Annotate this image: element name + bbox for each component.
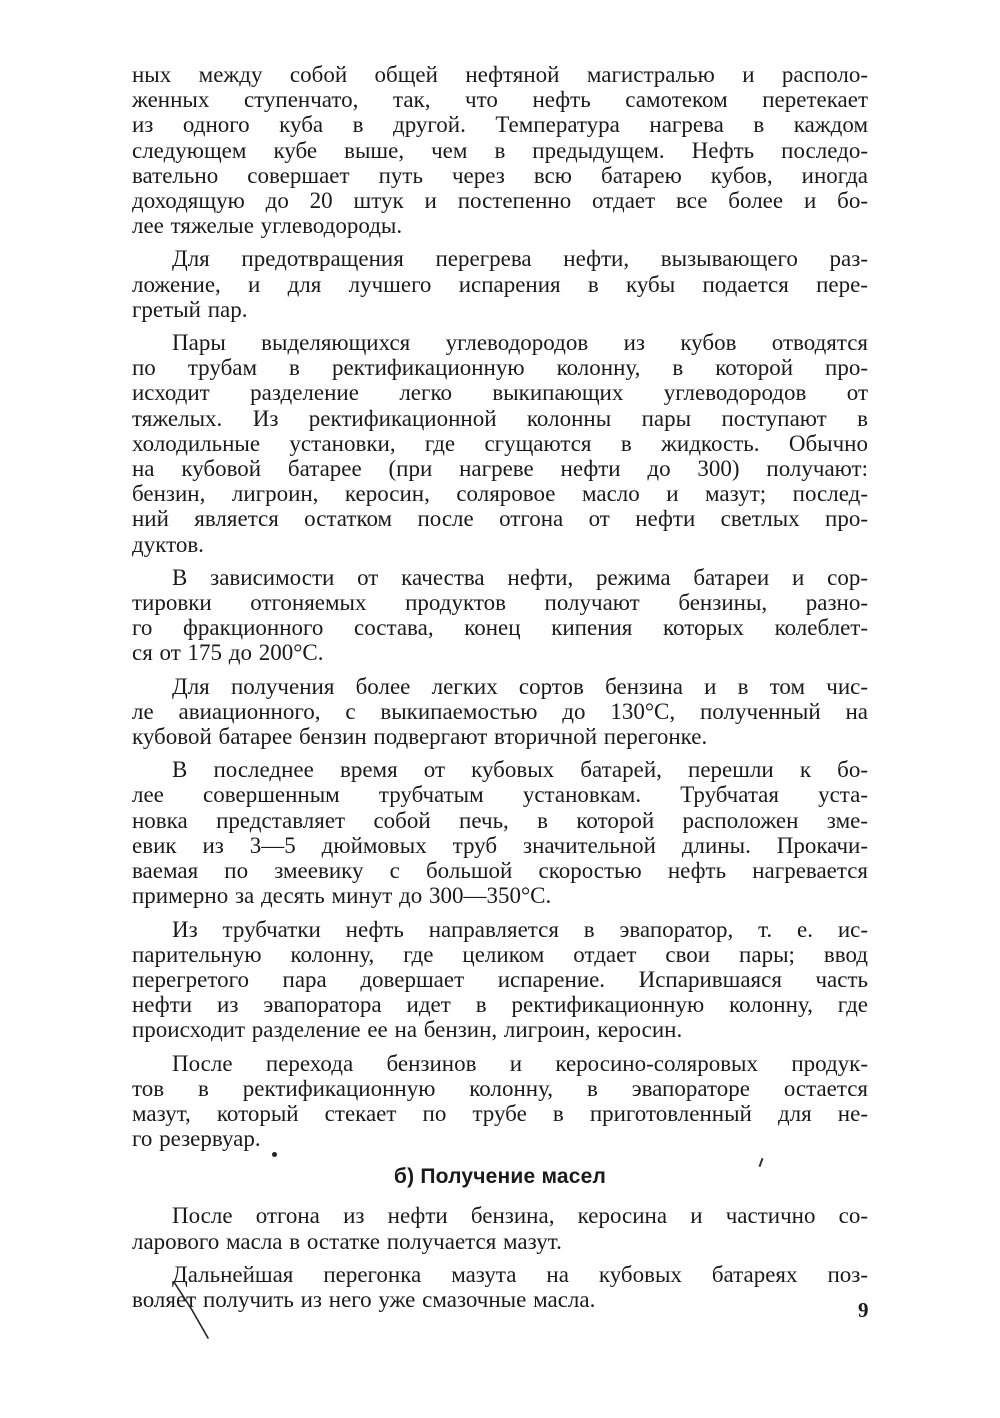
text-line: евик из 3—5 дюймовых труб значительной длины. Прокачи-	[132, 832, 868, 858]
text-line: лее совершенным трубчатым установкам. Трубчатая уста-	[132, 782, 868, 808]
text-line: ний является остатком после отгона от нефти светлых про-	[132, 506, 868, 532]
text-line: вательно совершает путь через всю батарею кубов, иногда	[132, 162, 868, 188]
text-line: новка представляет собой печь, в которой расположен зме-	[132, 807, 868, 833]
paragraph	[132, 565, 868, 666]
text-line: ложение, и для лучшего испарения в кубы подается пере-	[132, 271, 868, 297]
section-heading: б) Получение масел	[393, 1165, 607, 1189]
text-line: парительную колонну, где целиком отдает свои пары; ввод	[132, 941, 868, 967]
text-line: го резервуар.	[132, 1126, 261, 1152]
paragraph	[132, 1203, 868, 1253]
text-line: воляет получить из него уже смазочные масла.	[132, 1286, 596, 1312]
text-line: женных ступенчато, так, что нефть самотеком перетекает	[132, 87, 868, 113]
paragraph	[132, 1262, 868, 1312]
text-line: После перехода бензинов и керосино-соляровых продук-	[172, 1050, 868, 1076]
page-number: 9	[858, 1298, 869, 1322]
text-line: происходит разделение ее на бензин, лигроин, керосин.	[132, 1017, 683, 1043]
text-line: мазут, который стекает по трубе в приготовленный для не-	[132, 1100, 868, 1126]
text-line: перегретого пара довершает испарение. Испарившаяся часть	[132, 966, 868, 992]
text-line: В последнее время от кубовых батарей, перешли к бо-	[172, 757, 868, 783]
text-line: лее тяжелые углеводороды.	[132, 213, 403, 239]
text-line: Для предотвращения перегрева нефти, вызывающего раз-	[172, 246, 868, 272]
text-line: нефти из эвапоратора идет в ректификационную колонну, где	[132, 992, 868, 1018]
pen-stroke-mark	[172, 1280, 216, 1342]
page-body	[132, 62, 868, 1320]
paragraph	[132, 917, 868, 1043]
text-line: Для получения более легких сортов бензина и в том чис-	[172, 673, 868, 699]
paragraph	[132, 674, 868, 750]
text-line: доходящую до 20 штук и постепенно отдает все более и бо-	[132, 188, 868, 214]
text-line: из одного куба в другой. Температура нагрева в каждом	[132, 112, 868, 138]
text-line: ларового масла в остатке получается мазут.	[132, 1228, 562, 1254]
text-line: тяжелых. Из ректификационной колонны пары поступают в	[132, 405, 868, 431]
text-line: Из трубчатки нефть направляется в эвапоратор, т. е. ис-	[172, 916, 868, 942]
text-line: Дальнейшая перегонка мазута на кубовых батареях поз-	[172, 1261, 868, 1287]
text-line: ваемая по змеевику с большой скоростью нефть нагревается	[132, 858, 868, 884]
text-line: холодильные установки, где сгущаются в жидкость. Обычно	[132, 430, 868, 456]
paragraph	[132, 757, 868, 908]
text-line: дуктов.	[132, 531, 204, 557]
text-line: После отгона из нефти бензина, керосина и частично со-	[172, 1203, 868, 1229]
text-line: бензин, лигроин, керосин, соляровое масло и мазут; послед-	[132, 481, 868, 507]
text-block-section	[132, 1203, 868, 1312]
text-line: следующем кубе выше, чем в предыдущем. Нефть последо-	[132, 137, 868, 163]
text-block-main	[132, 62, 868, 1151]
text-line: Пары выделяющихся углеводородов из кубов отводятся	[172, 330, 868, 356]
text-line: тировки отгоняемых продуктов получают бензины, разно-	[132, 590, 868, 616]
text-line: исходит разделение легко выкипающих углеводородов от	[132, 380, 868, 406]
text-line: ле авиационного, с выкипаемостью до 130°С, полученный на	[132, 698, 868, 724]
paragraph	[132, 330, 868, 557]
paragraph	[132, 246, 868, 322]
text-line: ных между собой общей нефтяной магистралью и располо-	[132, 62, 868, 87]
stray-dot-mark	[272, 1152, 277, 1157]
text-line: ся от 175 до 200°С.	[132, 640, 324, 666]
text-line: тов в ректификационную колонну, в эвапораторе остается	[132, 1075, 868, 1101]
text-line: примерно за десять минут до 300—350°С.	[132, 883, 552, 909]
text-line: гретый пар.	[132, 296, 248, 322]
paragraph	[132, 62, 868, 238]
text-line: кубовой батарее бензин подвергают вторичной перегонке.	[132, 724, 708, 750]
text-line: В зависимости от качества нефти, режима батареи и сор-	[172, 564, 868, 590]
text-line: по трубам в ректификационную колонну, в которой про-	[132, 355, 868, 381]
text-line: го фракционного состава, конец кипения которых колеблет-	[132, 615, 868, 641]
text-line: на кубовой батарее (при нагреве нефти до 300) получают:	[132, 456, 868, 482]
paragraph	[132, 1051, 868, 1152]
